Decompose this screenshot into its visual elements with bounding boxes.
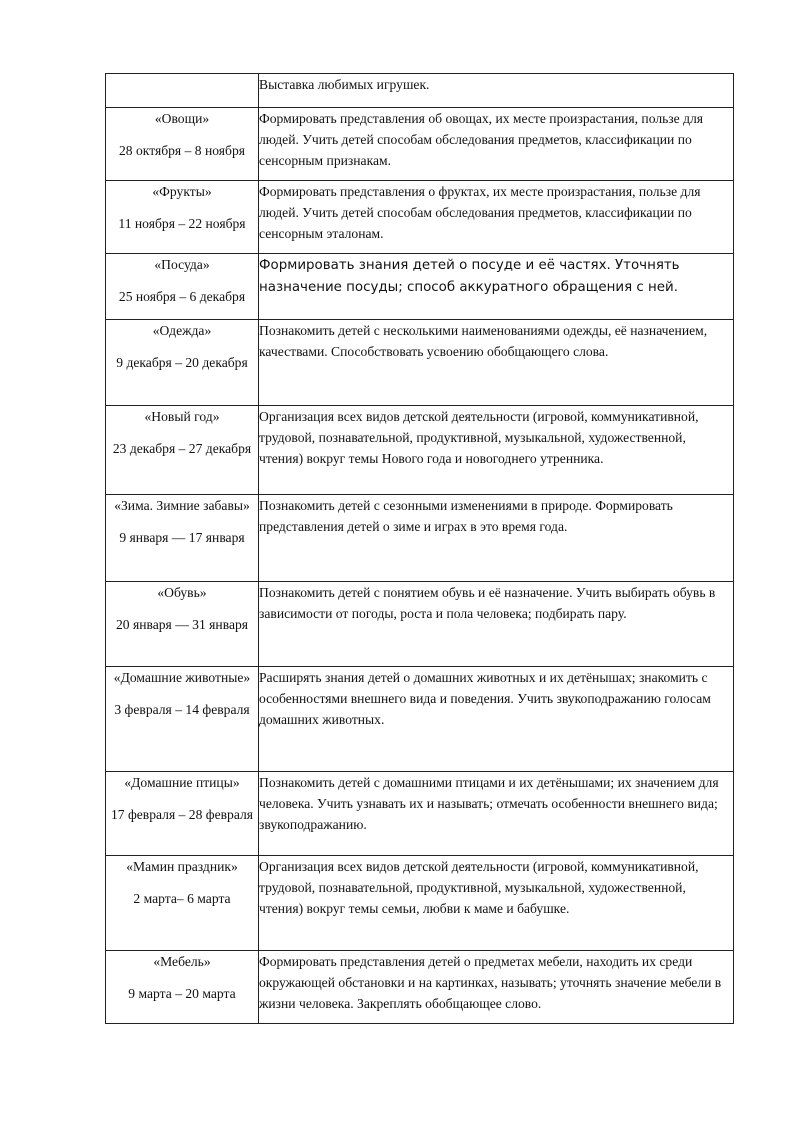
topic-name: «Мамин праздник» [126, 859, 238, 874]
topic-cell [106, 495, 259, 582]
table-row [106, 108, 734, 181]
topic-name: «Мебель» [153, 954, 211, 969]
topic-cell [106, 181, 259, 254]
description-cell: Выставка любимых игрушек. [259, 74, 734, 108]
description-cell: Организация всех видов детской деятельности (игровой, коммуникативной, трудовой, познавательной, продуктивной, музыкальной, художественной, чтения) вокруг темы семьи, любви к маме и бабушке. [259, 856, 734, 951]
topic-dates: 25 ноября – 6 декабря [118, 289, 246, 304]
table-row [106, 74, 734, 108]
topic-dates: 11 ноября – 22 ноября [118, 216, 246, 231]
description-cell [259, 254, 734, 320]
table-row [106, 582, 734, 667]
topic-dates: 9 декабря – 20 декабря [116, 355, 248, 370]
table-row [106, 667, 734, 772]
description-cell: Познакомить детей с несколькими наименованиями одежды, её назначением, качествами. Способствовать усвоению обобщающего слова. [259, 320, 734, 406]
description-cell: Познакомить детей с сезонными изменениями в природе. Формировать представления детей о зиме и играх в это время года. [259, 495, 734, 582]
topic-dates: 23 декабря – 27 декабря [112, 441, 252, 456]
description-cell: Формировать представления детей о предметах мебели, находить их среди окружающей обстановки и на картинках, называть; уточнять значение мебели в жизни человека. Закреплять обобщающее слово. [259, 951, 734, 1024]
topic-cell [106, 74, 259, 108]
topic-cell [106, 406, 259, 495]
topic-dates: 28 октября – 8 ноября [118, 143, 245, 158]
topic-cell [106, 320, 259, 406]
topic-name: «Фрукты» [152, 184, 212, 199]
topic-cell [106, 856, 259, 951]
topic-name: «Новый год» [144, 409, 220, 424]
description-cell: Познакомить детей с домашними птицами и их детёнышами; их значением для человека. Учить узнавать их и называть; отмечать особенности внешнего вида; звукоподражанию. [259, 772, 734, 856]
table-row [106, 320, 734, 406]
topic-cell [106, 254, 259, 320]
description-cell: Организация всех видов детской деятельности (игровой, коммуникативной, трудовой, познавательной, продуктивной, музыкальной, художественной, чтения) вокруг темы Нового года и новогоднего утренника. [259, 406, 734, 495]
table-row [106, 181, 734, 254]
topic-name: «Овощи» [154, 111, 210, 126]
description-cell: Расширять знания детей о домашних животных и их детёнышах; знакомить с особенностями внешнего вида и поведения. Учить звукоподражанию голосам домашних животных. [259, 667, 734, 772]
topic-cell [106, 667, 259, 772]
topic-dates: 9 января — 17 января [119, 530, 245, 545]
description-cell: Формировать представления о фруктах, их месте произрастания, пользе для людей. Учить детей способам обследования предметов, классификации по сенсорным эталонам. [259, 181, 734, 254]
topic-dates: 17 февраля – 28 февраля [110, 807, 254, 822]
description-text: Формировать знания детей о посуде и её частях. Уточнять назначение посуды; способ аккуратного обращения с ней. [259, 258, 680, 295]
table-row [106, 495, 734, 582]
table-row [106, 856, 734, 951]
table-row [106, 254, 734, 320]
table-row [106, 772, 734, 856]
thematic-plan-table [105, 73, 734, 1024]
topic-dates: 9 марта – 20 марта [128, 986, 236, 1001]
topic-name: «Обувь» [157, 585, 207, 600]
topic-name: «Домашние животные» [113, 670, 251, 685]
topic-name: «Посуда» [154, 257, 210, 272]
topic-cell [106, 582, 259, 667]
topic-name: «Домашние птицы» [124, 775, 240, 790]
topic-name: «Зима. Зимние забавы» [114, 498, 250, 513]
table-row [106, 951, 734, 1024]
description-cell: Познакомить детей с понятием обувь и её назначение. Учить выбирать обувь в зависимости от погоды, роста и пола человека; подбирать пару. [259, 582, 734, 667]
topic-cell [106, 108, 259, 181]
description-cell: Формировать представления об овощах, их месте произрастания, пользе для людей. Учить детей способам обследования предметов, классификации по сенсорным признакам. [259, 108, 734, 181]
topic-cell [106, 772, 259, 856]
topic-cell [106, 951, 259, 1024]
topic-dates: 3 февраля – 14 февраля [114, 702, 250, 717]
topic-dates: 20 января — 31 января [115, 617, 249, 632]
table-row [106, 406, 734, 495]
topic-name: «Одежда» [152, 323, 212, 338]
topic-dates: 2 марта– 6 марта [133, 891, 231, 906]
